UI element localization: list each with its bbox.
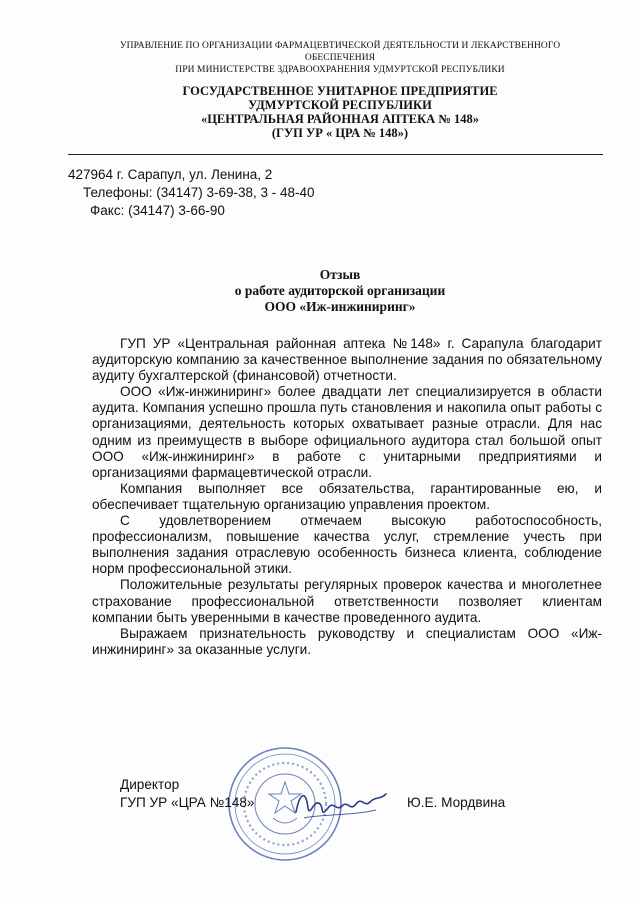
org-line: «ЦЕНТРАЛЬНАЯ РАЙОННАЯ АПТЕКА № 148» [200, 112, 480, 126]
handwritten-signature-icon [290, 778, 390, 828]
body-paragraph: Положительные результаты регулярных проверок качества и многолетнее страхование профессиональной ответственности позволяет клиентам компании быть уверенными в качестве проведенного аудита. [92, 577, 602, 625]
phone-numbers: Телефоны: (34147) 3-69-38, 3 - 48-40 [83, 185, 315, 200]
title-line: Отзыв [319, 267, 361, 282]
body-paragraph: ООО «Иж-инжиниринг» более двадцати лет специализируется в области аудита. Компания успешно прошла путь становления и накопила опыт работы с организациями, деятельность которых охватывает разные отрасли. Для нас одним из преимуществ в выборе официального аудитора стал большой опыт ООО «Иж-инжиниринг» в работе с унитарными предприятиями и организациями фармацевтической отрасли. [92, 384, 602, 480]
body-paragraph: С удовлетворением отмечаем высокую работоспособность, профессионализм, повышение качества услуг, стремление учесть при выполнения задания отраслевую особенность бизнеса клиента, соблюдение норм профессиональной этики. [92, 513, 602, 577]
org-line: УДМУРТСКОЙ РЕСПУБЛИКИ [248, 98, 432, 112]
fax-number: Факс: (34147) 3-66-90 [90, 203, 225, 218]
signatory-organization: ГУП УР «ЦРА №148» [120, 795, 255, 810]
organization-name [110, 84, 570, 140]
postal-address: 427964 г. Сарапул, ул. Ленина, 2 [68, 167, 273, 182]
ministry-line: ПРИ МИНИСТЕРСТВЕ ЗДРАВООХРАНЕНИЯ УДМУРТСКОЙ РЕСПУБЛИКИ [175, 65, 505, 75]
document-title [170, 267, 510, 315]
body-paragraph: Выражаем признательность руководству и специалистам ООО «Иж-инжиниринг» за оказанные услуги. [92, 625, 602, 657]
title-line: ООО «Иж-инжиниринг» [264, 299, 416, 314]
org-line: (ГУП УР « ЦРА № 148») [271, 126, 409, 140]
org-line: ГОСУДАРСТВЕННОЕ УНИТАРНОЕ ПРЕДПРИЯТИЕ [182, 84, 498, 98]
ministry-line: УПРАВЛЕНИЕ ПО ОРГАНИЗАЦИИ ФАРМАЦЕВТИЧЕСКОЙ ДЕЯТЕЛЬНОСТИ И ЛЕКАРСТВЕННОГО [119, 41, 561, 51]
title-line: о работе аудиторской организации [234, 283, 446, 298]
letter-body [92, 336, 602, 658]
header-divider [68, 154, 603, 155]
body-paragraph: ГУП УР «Центральная районная аптека №148» г. Сарапула благодарит аудиторскую компанию за качественное выполнение задания по обязательному аудиту бухгалтерской (финансовой) отчетности. [92, 336, 602, 384]
signatory-name: Ю.Е. Мордвина [407, 795, 506, 810]
ministry-line: ОБЕСПЕЧЕНИЯ [304, 53, 376, 63]
body-paragraph: Компания выполняет все обязательства, гарантированные ею, и обеспечивает тщательную организацию управления проектом. [92, 480, 602, 512]
signatory-position: Директор [120, 777, 180, 792]
ministry-header [90, 40, 590, 76]
